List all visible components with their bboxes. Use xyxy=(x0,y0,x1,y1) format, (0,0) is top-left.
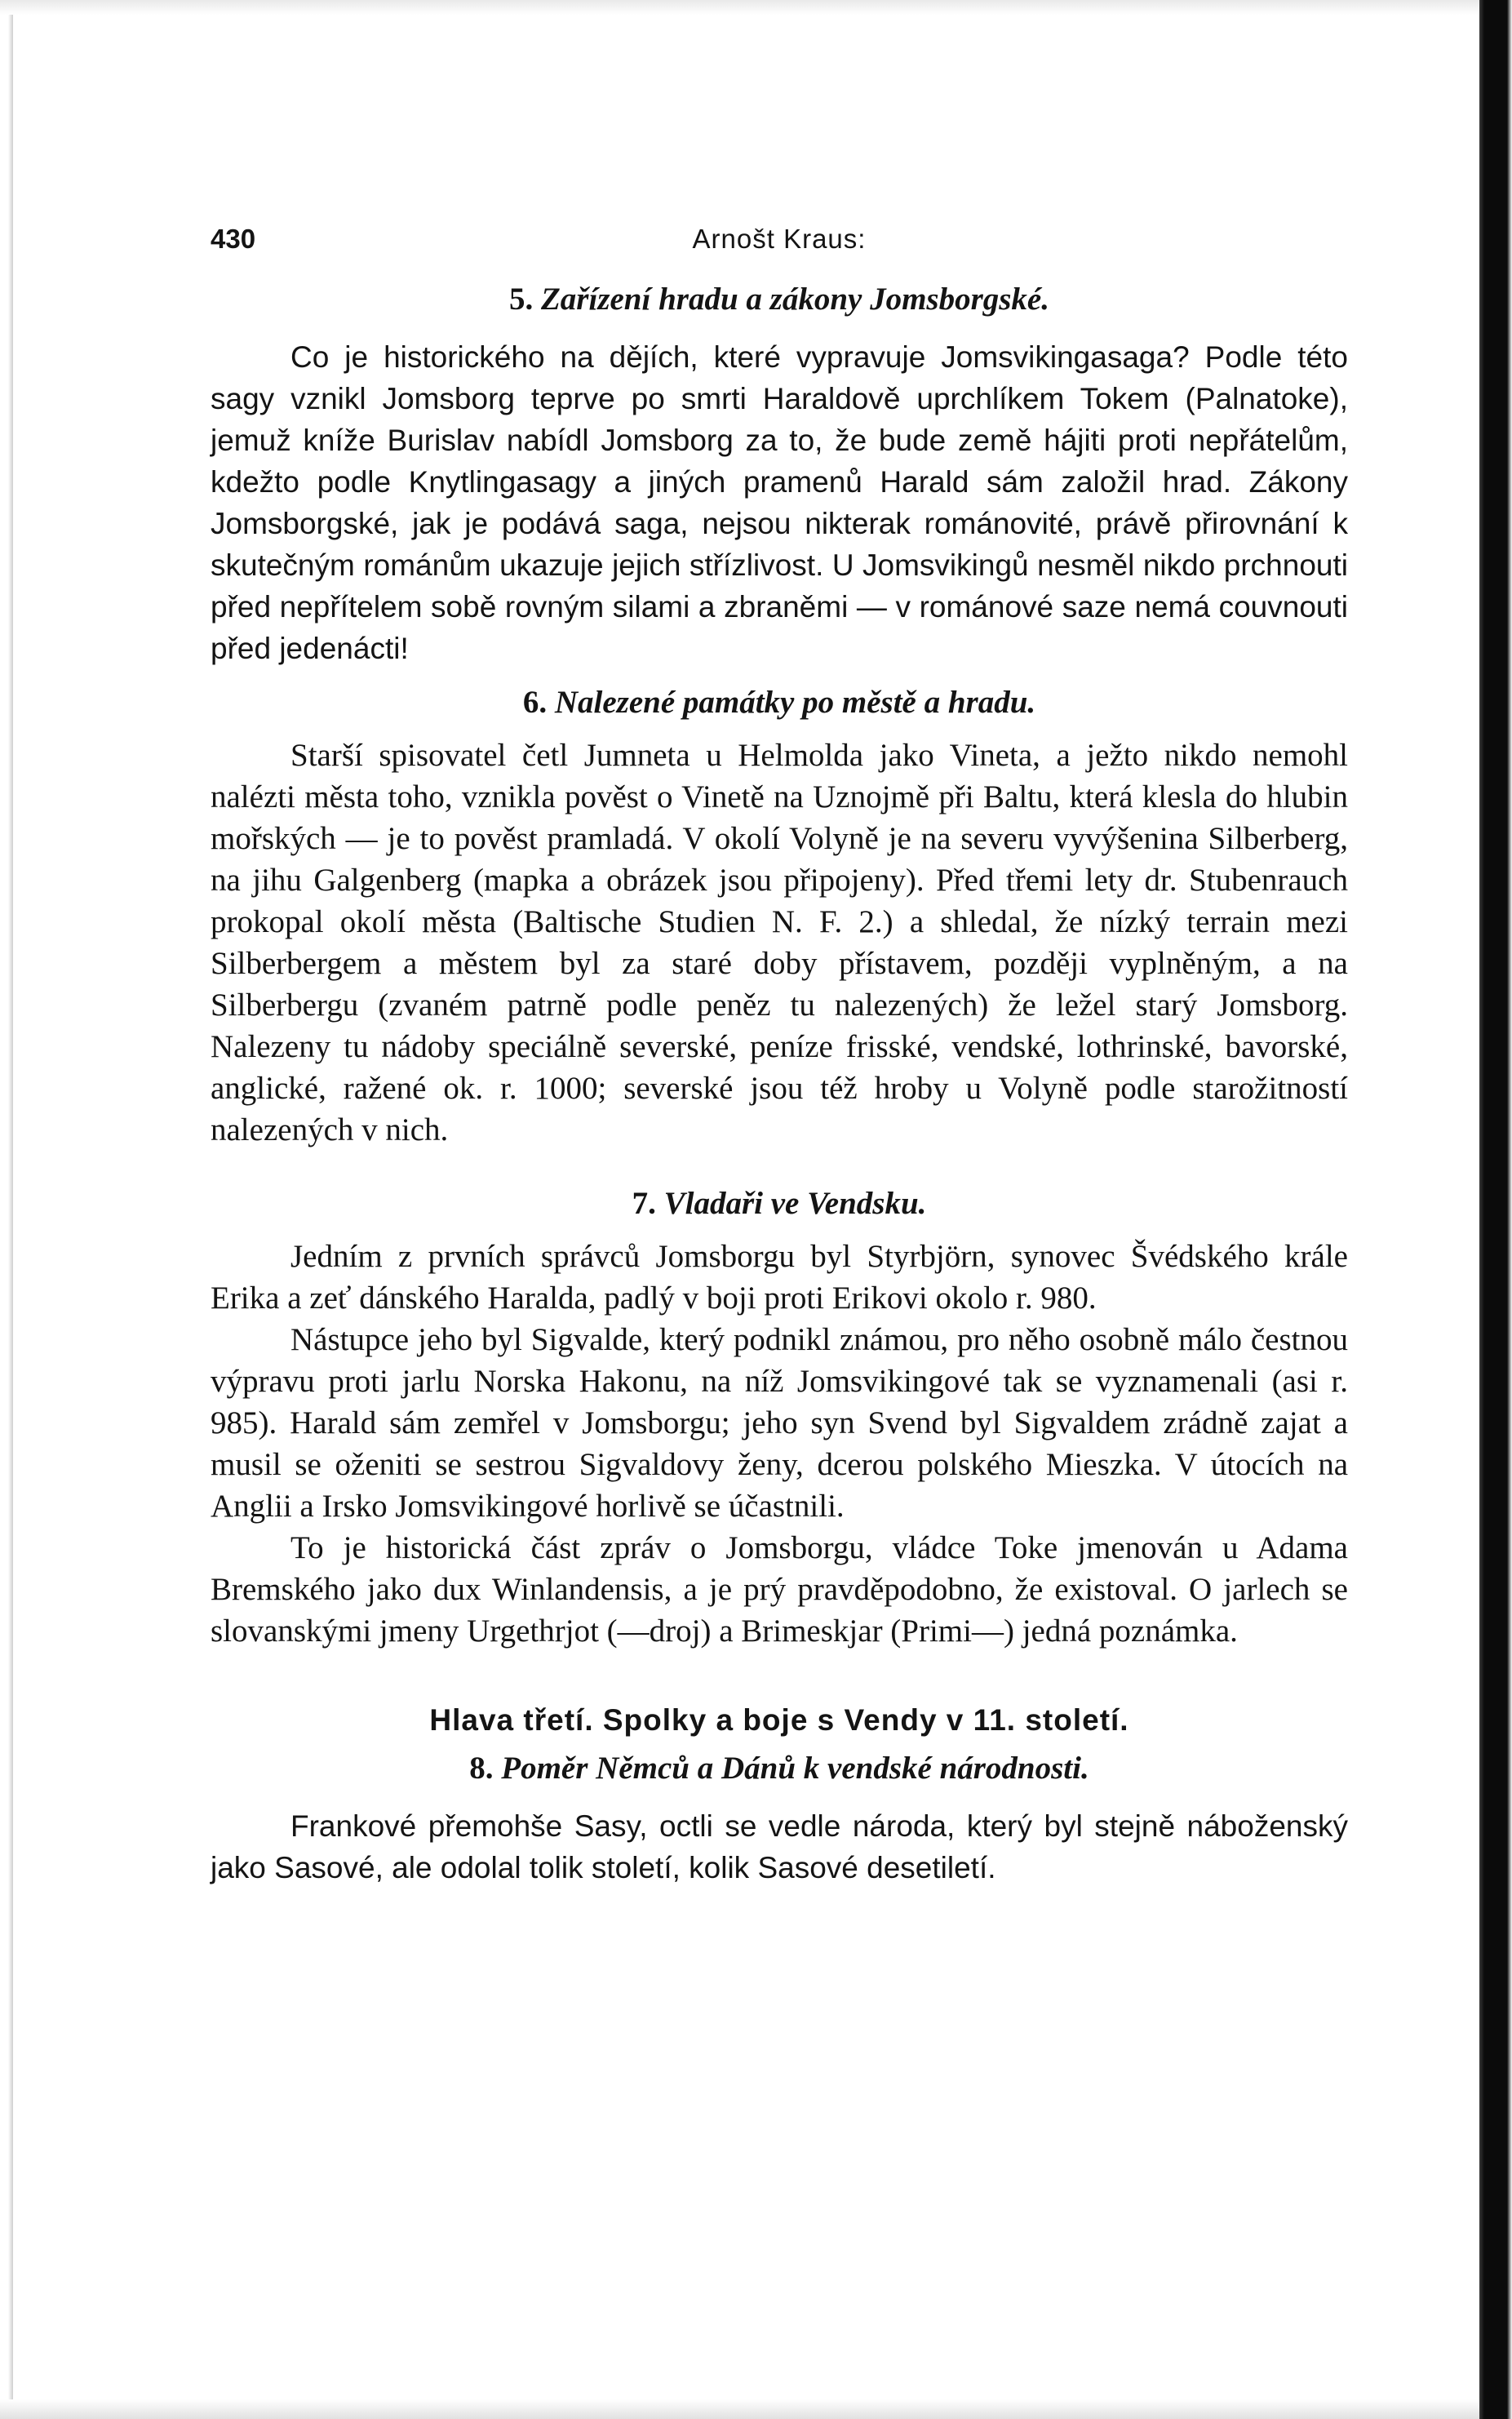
section-title: Poměr Němců a Dánů k vendské národnosti. xyxy=(501,1751,1089,1786)
section-number: 6. xyxy=(522,685,548,720)
section-number: 5. xyxy=(508,282,534,317)
book-page xyxy=(211,220,1348,1889)
page-number: 430 xyxy=(211,224,256,254)
section-title: Nalezené památky po městě a hradu. xyxy=(554,685,1036,720)
section-number: 7. xyxy=(632,1186,656,1221)
section-8-heading xyxy=(211,1748,1348,1789)
section-5-heading xyxy=(211,279,1348,320)
running-title: Arnošt Kraus: xyxy=(692,224,867,254)
section-6-paragraph-1: Starší spisovatel četl Jumneta u Helmolda jako Vineta, a ježto nikdo nemohl nalézti města toho, vznikla pověst o Vinetě na Uznojmě při Baltu, která klesla do hlubin mořských — je to pověst pramladá. V okolí Volyně je na severu vyvýšenina Silberberg, na jihu Galgenberg (mapka a obrázek jsou připojeny). Před třemi lety dr. Stubenrauch prokopal okolí města (Baltische Studien N. F. 2.) a shledal, že nízký terrain mezi Silberbergem a městem byl za staré doby přístavem, později vyplněným, a na Silberbergu (zvaném patrně podle peněz tu nalezených) že ležel starý Jomsborg. Nalezeny tu nádoby speciálně severské, peníze frisské, vendské, lothrinské, bavorské, anglické, ražené ok. r. 1000; severské jsou též hroby u Volyně podle starožitností nalezených v nich. xyxy=(211,738,1348,1147)
scan-margin-right xyxy=(1479,0,1512,2419)
section-7-paragraph-3: To je historická část zpráv o Jomsborgu, vládce Toke jmenován u Adama Bremského jako dux Winlandensis, a je prý pravděpodobno, že existoval. O jarlech se slovanskými jmeny Urgethrjot (—droj) a Brimeskjar (Primi—) jedná poznámka. xyxy=(211,1530,1348,1649)
section-5-paragraph-1: Co je historického na dějích, které vypravuje Jomsvikingasaga? Podle této sagy vznikl Jomsborg teprve po smrti Haraldově uprchlíkem Tokem (Palnatoke), jemuž kníže Burislav nabídl Jomsborg za to, že bude země hájiti proti nepřátelům, kdežto podle Knytlingasagy a jiných pramenů Harald sám založil hrad. Zákony Jomsborgské, jak je podává saga, nejsou nikterak románovité, právě přirovnání k skutečným románům ukazuje jejich střízlivost. U Jomsvikingů nesměl nikdo prchnouti před nepřítelem sobě rovným silami a zbraněmi — v románové saze nemá couvnouti před jedenácti! xyxy=(211,340,1348,665)
section-number: 8. xyxy=(469,1751,494,1786)
chapter-heading: Hlava třetí. Spolky a boje s Vendy v 11. století. xyxy=(429,1703,1129,1737)
scan-edge-top xyxy=(0,0,1479,15)
section-title: Vladaři ve Vendsku. xyxy=(663,1186,927,1221)
section-7-paragraph-2: Nástupce jeho byl Sigvalde, který podnikl známou, pro něho osobně málo čestnou výpravu proti jarlu Norska Hakonu, na níž Jomsvikingové tak se vyznamenali (asi r. 985). Harald sám zemřel v Jomsborgu; jeho syn Svend byl Sigvaldem zrádně zajat a musil se oženiti se sestrou Sigvaldovy ženy, dcerou polského Mieszka. V útocích na Anglii a Irsko Jomsvikingové horlivě se účastnili. xyxy=(211,1322,1348,1524)
section-7-heading xyxy=(211,1183,1348,1224)
section-title: Zařízení hradu a zákony Jomsborgské. xyxy=(540,282,1049,317)
scan-edge-bottom xyxy=(0,2399,1479,2419)
running-head xyxy=(211,220,1348,266)
section-7-paragraph-1: Jedním z prvních správců Jomsborgu byl Styrbjörn, synovec Švédského krále Erika a zeť dánského Haralda, padlý v boji proti Erikovi okolo r. 980. xyxy=(211,1239,1348,1316)
section-8-paragraph-1: Frankové přemohše Sasy, octli se vedle národa, který byl stejně náboženský jako Sasové, ale odolal tolik století, kolik Sasové desetiletí. xyxy=(211,1809,1348,1884)
scan-margin-left xyxy=(0,0,13,2419)
section-6-heading xyxy=(211,682,1348,723)
